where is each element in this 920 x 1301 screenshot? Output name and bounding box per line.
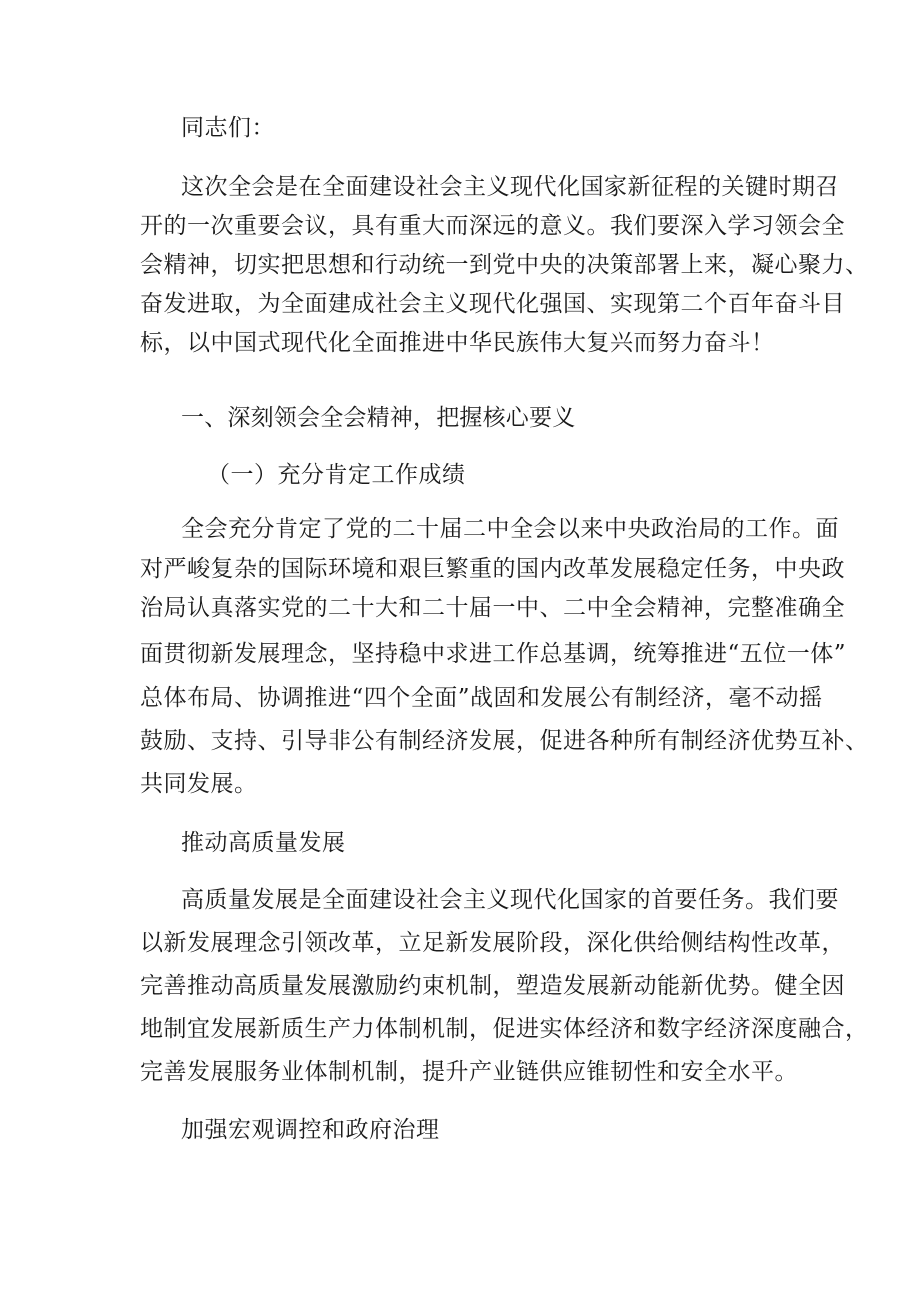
intro-line: 会精神，切实把思想和行动统一到党中央的决策部署上来，凝心聚力、 xyxy=(140,252,869,278)
subsection-body-line: 对严峻复杂的国际环境和艰巨繁重的国内改革发展稳定任务，中央政 xyxy=(140,556,845,582)
topic-body-line: 地制宜发展新质生产力体制机制，促进实体经济和数字经济深度融合， xyxy=(140,1016,869,1042)
topic-body-line: 高质量发展是全面建设社会主义现代化国家的首要任务。我们要 xyxy=(181,887,839,913)
intro-line: 开的一次重要会议，具有重大而深远的意义。我们要深入学习领会全 xyxy=(140,213,845,239)
intro-line: 标，以中国式现代化全面推进中华民族伟大复兴而努力奋斗！ xyxy=(140,330,775,356)
subsection-body-line: 总体布局、协调推进“四个全面”战固和发展公有制经济，毫不动摇 xyxy=(140,685,823,711)
topic-body-line: 完善发展服务业体制机制，提升产业链供应锥韧性和安全水平。 xyxy=(140,1059,798,1085)
topic-heading: 推动高质量发展 xyxy=(181,830,346,856)
subsection-body-line: 治局认真落实党的二十大和二十届一中、二中全会精神，完整准确全 xyxy=(140,595,845,621)
subsection-body-line: 面贯彻新发展理念，坚持稳中求进工作总基调，统筹推进“五位一体” xyxy=(140,641,847,667)
section-heading: 一、深刻领会全会精神，把握核心要义 xyxy=(181,405,576,431)
subsection-body-line: 全会充分肯定了党的二十届二中全会以来中央政治局的工作。面 xyxy=(181,516,839,542)
subsection-heading: （一）充分肯定工作成绩 xyxy=(207,462,466,488)
topic-heading: 加强宏观调控和政府治理 xyxy=(181,1117,440,1143)
subsection-body-line: 鼓励、支持、引导非公有制经济发展，促进各种所有制经济优势互补、 xyxy=(140,728,869,754)
salutation: 同志们： xyxy=(181,115,275,141)
intro-line: 这次全会是在全面建设社会主义现代化国家新征程的关键时期召 xyxy=(181,174,839,200)
subsection-body-line: 共同发展。 xyxy=(140,771,258,797)
topic-body-line: 以新发展理念引领改革，立足新发展阶段，深化供给侧结构性改革， xyxy=(140,930,845,956)
topic-body-line: 完善推动高质量发展激励约束机制，塑造发展新动能新优势。健全因 xyxy=(140,973,845,999)
intro-line: 奋发进取，为全面建成社会主义现代化强国、实现第二个百年奋斗目 xyxy=(140,291,845,317)
